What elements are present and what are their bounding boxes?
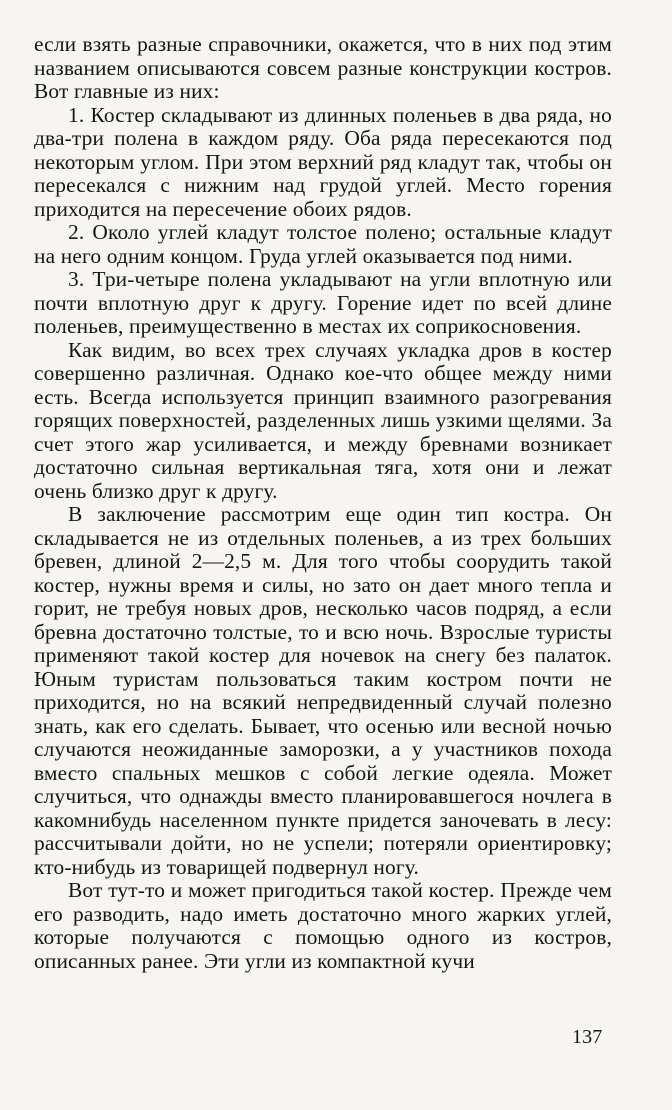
paragraph-item-1: 1. Костер складывают из длинных поленьев в два ряда, но два-три полена в каждом ряду. Оба ряда пересекаются под некоторым углом. При этом верхний ряд кладут так, чтобы он пересекался с нижним над грудой углей. Место горения приходится на пересечение обоих рядов. [34, 102, 612, 221]
paragraph-item-3: 3. Три-четыре полена укладывают на угли вплотную или почти вплотную друг к другу. Горение идет по всей длине поленьев, преимущественно в местах их соприкосновения. [34, 267, 612, 338]
paragraph-large-logs-fire: В заключение рассмотрим еще один тип костра. Он складывается не из отдельных поленьев, а из трех больших бревен, длиной 2—2,5 м. Для того чтобы соорудить такой костер, нужны время и силы, но зато он дает много тепла и горит, не требуя новых дров, несколько часов подряд, а если бревна достаточно толстые, то и всю ночь. Взрослые туристы применяют такой костер для ночевок на снегу без палаток. Юным туристам пользоваться таким костром почти не приходится, но на всякий непредвиденный случай полезно знать, как его сделать. Бывает, что осенью или весной ночью случаются неожиданные заморозки, а у участников похода вместо спальных мешков с собой легкие одеяла. Может случиться, что однажды вместо планировавшегося ночлега в какомнибудь населенном пункте придется заночевать в лесу: рассчитывали дойти, но не успели; потеряли ориентировку; кто-нибудь из товарищей подвернул ногу. [34, 502, 612, 879]
paragraph-comparison: Как видим, во всех трех случаях укладка дров в костер совершенно различная. Однако кое-что общее между ними есть. Всегда используется принцип взаимного разогревания горящих поверхностей, разделенных лишь узкими щелями. За счет этого жар усиливается, и между бревнами возникает достаточно сильная вертикальная тяга, хотя они и лежат очень близко друг к другу. [34, 337, 612, 503]
paragraph-usage: Вот тут-то и может пригодиться такой костер. Прежде чем его разводить, надо иметь достаточно много жарких углей, которые получаются с помощью одного из костров, описанных ранее. Эти угли из компактной кучи [34, 878, 612, 973]
page-number: 137 [572, 1026, 603, 1048]
paragraph-continuation: если взять разные справочники, окажется, что в них под этим названием описываются совсем разные конструкции костров. Вот главные из них: [34, 32, 612, 103]
paragraph-item-2: 2. Около углей кладут толстое полено; остальные кладут на него одним концом. Груда углей оказывается под ними. [34, 220, 612, 268]
